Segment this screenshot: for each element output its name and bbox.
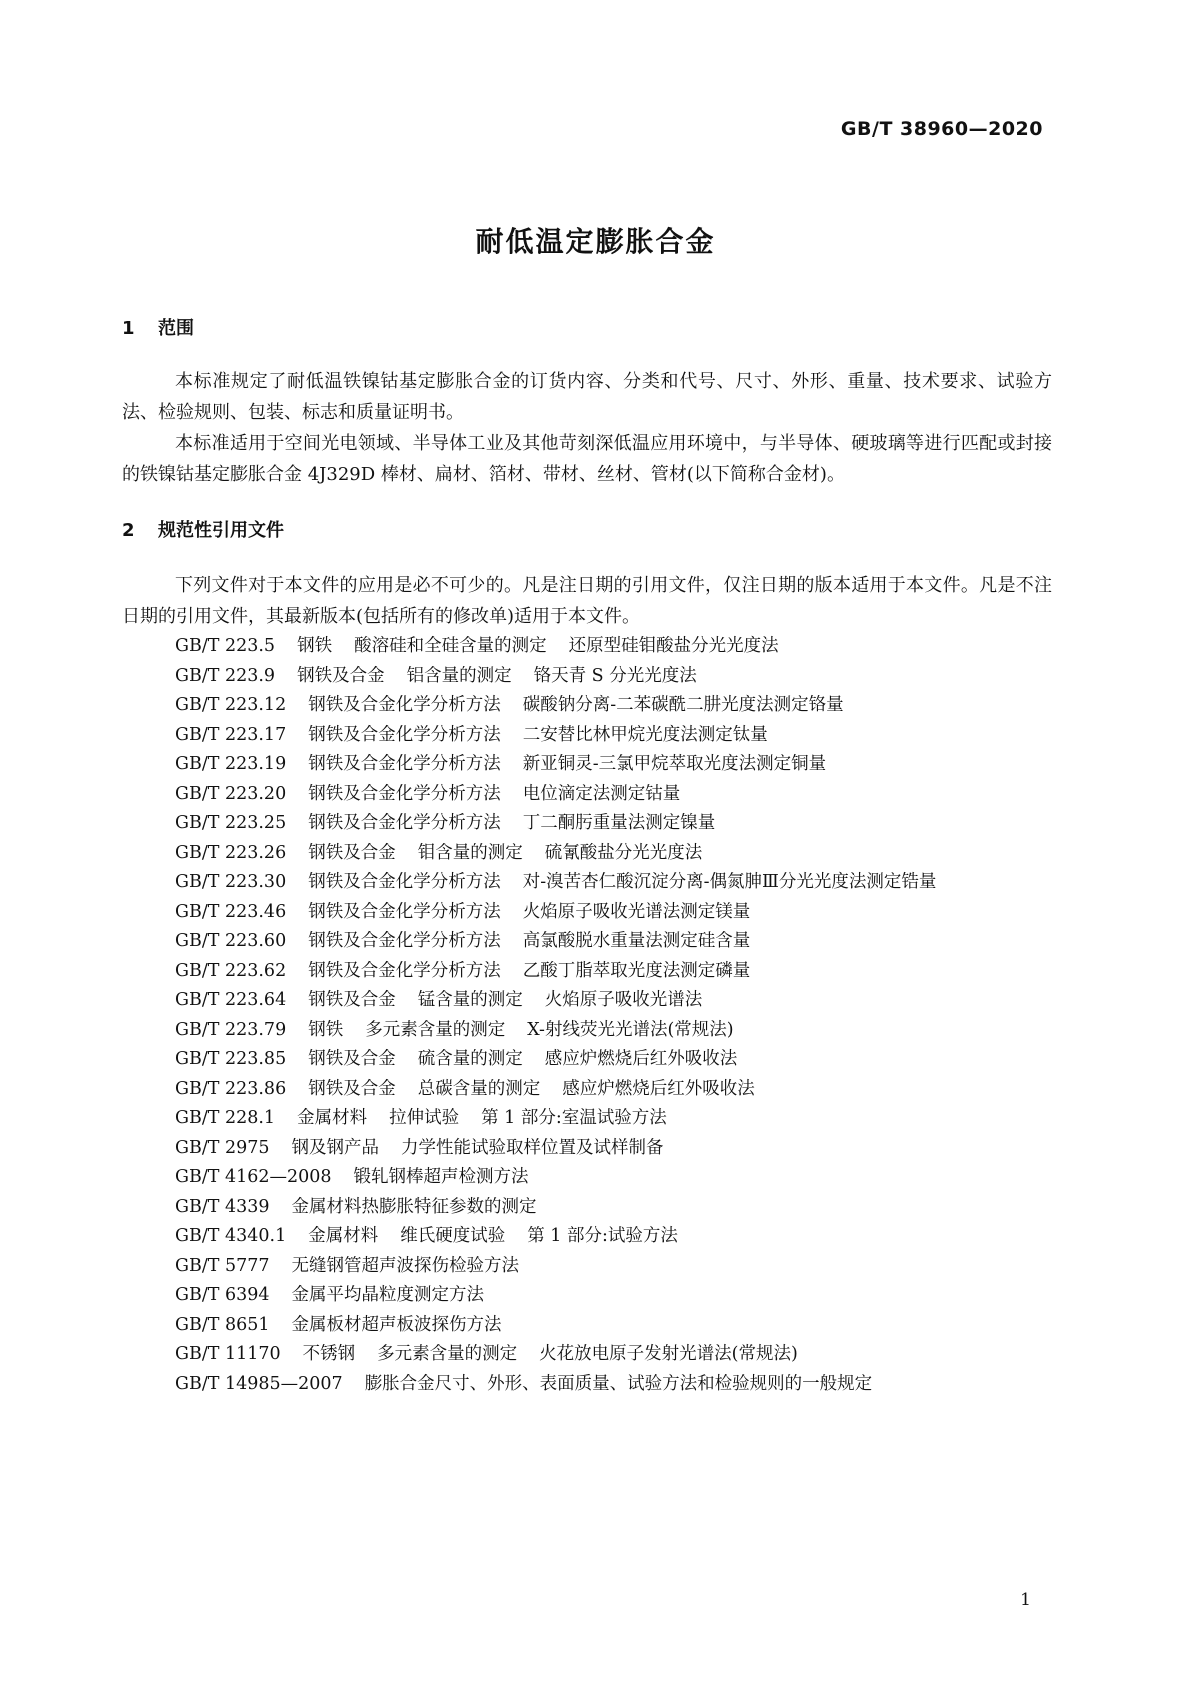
- reference-part-1: 钢铁: [308, 1019, 344, 1040]
- reference-part-2: 电位滴定法测定钴量: [522, 783, 681, 804]
- reference-part-1: 钢铁及合金化学分析方法: [308, 754, 501, 774]
- reference-part-1: 无缝钢管超声波探伤检验方法: [291, 1255, 520, 1276]
- reference-code: GB/T 223.26: [175, 842, 287, 863]
- reference-part-1: 钢铁及合金化学分析方法: [308, 960, 501, 981]
- reference-code: GB/T 223.60: [175, 931, 287, 951]
- reference-part-1: 膨胀合金尺寸、外形、表面质量、试验方法和检验规则的一般规定: [364, 1373, 873, 1394]
- reference-part-1: 钢铁: [297, 636, 333, 656]
- reference-code: GB/T 223.17: [175, 724, 287, 745]
- reference-part-1: 金属板材超声板波探伤方法: [291, 1314, 502, 1335]
- reference-part-2: 维氏硬度试验: [400, 1226, 506, 1246]
- reference-part-1: 钢铁及合金: [308, 842, 396, 863]
- reference-code: GB/T 11170: [175, 1344, 281, 1364]
- reference-part-3: 感应炉燃烧后红外吸收法: [544, 1049, 738, 1069]
- reference-part-1: 钢铁及合金化学分析方法: [308, 724, 501, 745]
- reference-code: GB/T 223.5: [175, 636, 276, 656]
- reference-code: GB/T 223.12: [175, 695, 287, 715]
- reference-code: GB/T 4162—2008: [175, 1167, 332, 1187]
- reference-part-2: 铝含量的测定: [406, 665, 512, 686]
- reference-item: [122, 1163, 1052, 1193]
- document-title: 耐低温定膨胀合金: [475, 225, 716, 258]
- reference-code: GB/T 4339: [175, 1196, 270, 1217]
- reference-item: [122, 632, 1052, 662]
- reference-part-1: 金属材料热膨胀特征参数的测定: [291, 1196, 537, 1217]
- reference-code: GB/T 6394: [175, 1285, 270, 1305]
- reference-part-2: 乙酸丁脂萃取光度法测定磷量: [522, 960, 751, 981]
- reference-item: [122, 1134, 1052, 1164]
- reference-item: [122, 809, 1052, 839]
- section-heading-normative-references: [122, 516, 284, 542]
- reference-code: GB/T 223.79: [175, 1019, 287, 1040]
- reference-code: GB/T 8651: [175, 1314, 270, 1335]
- reference-part-1: 钢铁及合金化学分析方法: [308, 783, 501, 804]
- reference-part-2: 多元素含量的测定: [377, 1344, 518, 1364]
- reference-part-3: 火焰原子吸收光谱法: [544, 990, 703, 1010]
- reference-item: [122, 1252, 1052, 1282]
- standard-code: GB/T 38960—2020: [840, 118, 1043, 140]
- reference-part-2: 二安替比林甲烷光度法测定钛量: [522, 724, 768, 745]
- reference-item: [122, 898, 1052, 928]
- section-title: 规范性引用文件: [158, 520, 284, 541]
- reference-item: [122, 1222, 1052, 1252]
- reference-item: [122, 1104, 1052, 1134]
- reference-part-1: 钢铁及合金: [308, 990, 396, 1010]
- reference-code: GB/T 223.64: [175, 990, 287, 1010]
- reference-part-1: 钢及钢产品: [291, 1137, 380, 1158]
- reference-item: [122, 957, 1052, 987]
- reference-part-2: 多元素含量的测定: [365, 1019, 506, 1040]
- reference-part-2: 酸溶硅和全硅含量的测定: [354, 636, 547, 656]
- section-number: 2: [122, 520, 135, 541]
- reference-part-1: 金属材料: [308, 1226, 379, 1246]
- reference-code: GB/T 223.30: [175, 872, 287, 892]
- reference-part-3: X-射线荧光光谱法(常规法): [527, 1019, 734, 1040]
- reference-code: GB/T 228.1: [175, 1108, 276, 1128]
- reference-part-2: 钼含量的测定: [417, 842, 523, 863]
- reference-part-1: 锻轧钢棒超声检测方法: [353, 1167, 529, 1187]
- reference-item: [122, 1311, 1052, 1341]
- reference-code: GB/T 4340.1: [175, 1226, 287, 1246]
- reference-part-3: 感应炉燃烧后红外吸收法: [562, 1078, 755, 1099]
- reference-part-2: 新亚铜灵-三氯甲烷萃取光度法测定铜量: [522, 754, 827, 774]
- reference-part-1: 钢铁及合金化学分析方法: [308, 872, 501, 892]
- reference-part-1: 钢铁及合金: [308, 1049, 396, 1069]
- reference-part-1: 金属平均晶粒度测定方法: [291, 1285, 485, 1305]
- reference-part-1: 钢铁及合金化学分析方法: [308, 695, 501, 715]
- reference-list: [122, 632, 1052, 1399]
- reference-part-1: 钢铁及合金化学分析方法: [308, 901, 501, 922]
- section-title: 范围: [158, 318, 194, 339]
- reference-part-2: 火焰原子吸收光谱法测定镁量: [522, 901, 751, 922]
- references-intro-paragraph: 下列文件对于本文件的应用是必不可少的。凡是注日期的引用文件，仅注日期的版本适用于本文件。凡是不注日期的引用文件，其最新版本(包括所有的修改单)适用于本文件。: [122, 575, 1052, 627]
- reference-item: [122, 1075, 1052, 1105]
- reference-code: GB/T 223.9: [175, 665, 276, 686]
- reference-part-3: 第 1 部分:室温试验方法: [481, 1108, 667, 1128]
- reference-part-2: 碳酸钠分离-二苯碳酰二肼光度法测定铬量: [522, 695, 844, 715]
- reference-item: [122, 927, 1052, 957]
- reference-code: GB/T 223.46: [175, 901, 287, 922]
- reference-part-2: 对-溴苦杏仁酸沉淀分离-偶氮胂Ⅲ分光光度法测定锆量: [522, 872, 937, 892]
- reference-part-2: 硫含量的测定: [417, 1049, 523, 1069]
- reference-item: [122, 750, 1052, 780]
- reference-part-2: 总碳含量的测定: [417, 1078, 541, 1099]
- reference-part-1: 金属材料: [297, 1108, 368, 1128]
- reference-item: [122, 1340, 1052, 1370]
- section-heading-scope: [122, 314, 194, 340]
- section-number: 1: [122, 318, 135, 339]
- reference-item: [122, 1281, 1052, 1311]
- reference-item: [122, 691, 1052, 721]
- reference-part-2: 拉伸试验: [389, 1108, 460, 1128]
- reference-code: GB/T 223.25: [175, 813, 287, 833]
- reference-part-1: 钢铁及合金化学分析方法: [308, 813, 501, 833]
- reference-item: [122, 1016, 1052, 1046]
- reference-item: [122, 986, 1052, 1016]
- reference-part-3: 火花放电原子发射光谱法(常规法): [539, 1344, 798, 1364]
- reference-code: GB/T 223.19: [175, 754, 287, 774]
- reference-code: GB/T 2975: [175, 1137, 270, 1158]
- reference-code: GB/T 223.85: [175, 1049, 287, 1069]
- reference-code: GB/T 5777: [175, 1255, 270, 1276]
- page-number: 1: [1020, 1590, 1031, 1610]
- reference-item: [122, 721, 1052, 751]
- reference-part-2: 力学性能试验取样位置及试样制备: [401, 1137, 664, 1158]
- reference-code: GB/T 223.20: [175, 783, 287, 804]
- reference-part-3: 第 1 部分:试验方法: [527, 1226, 678, 1246]
- scope-paragraph-1: 本标准规定了耐低温铁镍钴基定膨胀合金的订货内容、分类和代号、尺寸、外形、重量、技术要求、试验方法、检验规则、包装、标志和质量证明书。: [122, 371, 1052, 423]
- scope-paragraph-2: 本标准适用于空间光电领域、半导体工业及其他苛刻深低温应用环境中，与半导体、硬玻璃等进行匹配或封接的铁镍钴基定膨胀合金 4J329D 棒材、扁材、箔材、带材、丝材、管材(以下简称合金材)。: [122, 433, 1052, 485]
- reference-part-1: 钢铁及合金: [297, 665, 385, 686]
- reference-item: [122, 662, 1052, 692]
- reference-code: GB/T 223.62: [175, 960, 287, 981]
- reference-part-3: 硫氰酸盐分光光度法: [544, 842, 703, 863]
- reference-part-2: 高氯酸脱水重量法测定硅含量: [522, 931, 751, 951]
- reference-part-1: 不锈钢: [302, 1344, 356, 1364]
- reference-item: [122, 1193, 1052, 1223]
- reference-item: [122, 839, 1052, 869]
- reference-part-1: 钢铁及合金: [308, 1078, 396, 1099]
- reference-item: [122, 1370, 1052, 1400]
- reference-part-2: 丁二酮肟重量法测定镍量: [522, 813, 716, 833]
- reference-part-2: 锰含量的测定: [417, 990, 523, 1010]
- reference-code: GB/T 14985—2007: [175, 1373, 343, 1394]
- reference-item: [122, 780, 1052, 810]
- reference-item: [122, 868, 1052, 898]
- reference-part-3: 还原型硅钼酸盐分光光度法: [568, 636, 779, 656]
- reference-part-3: 铬天青 S 分光光度法: [533, 665, 697, 686]
- reference-item: [122, 1045, 1052, 1075]
- reference-part-1: 钢铁及合金化学分析方法: [308, 931, 501, 951]
- reference-code: GB/T 223.86: [175, 1078, 287, 1099]
